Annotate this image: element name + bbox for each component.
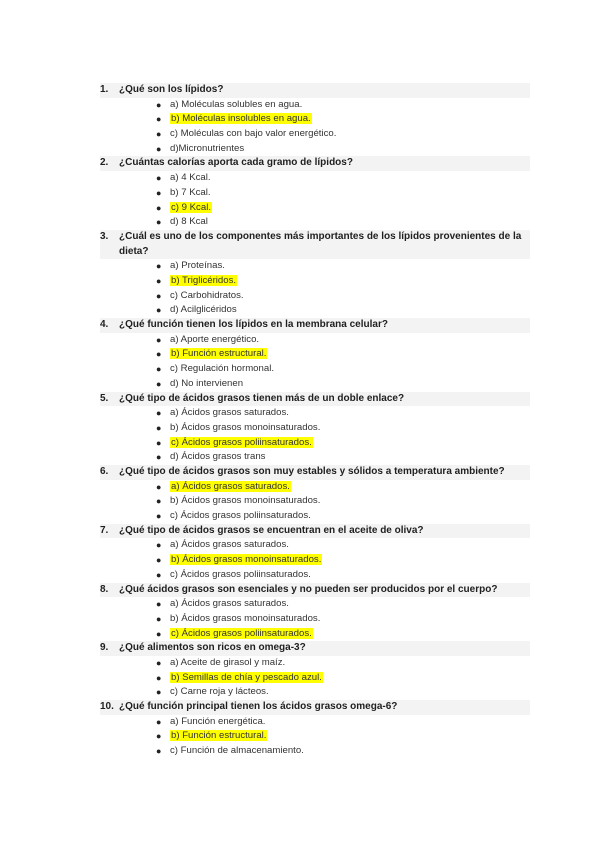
answer-option bbox=[100, 171, 530, 186]
answer-text: c) Moléculas con bajo valor energético. bbox=[170, 128, 337, 140]
question-item bbox=[100, 156, 530, 229]
answer-option bbox=[100, 406, 530, 421]
highlighted-answer-text: b) Ácidos grasos monoinsaturados. bbox=[171, 554, 322, 566]
bullet-icon: ● bbox=[156, 129, 162, 140]
answer-option-correct bbox=[100, 627, 530, 642]
bullet-icon: ● bbox=[156, 746, 162, 757]
question-text: ¿Qué alimentos son ricos en omega-3? bbox=[119, 642, 306, 654]
bullet-icon: ● bbox=[156, 217, 162, 228]
bullet-icon: ● bbox=[156, 511, 162, 522]
answer-option bbox=[100, 362, 530, 377]
question-heading bbox=[100, 583, 530, 598]
bullet-icon: ● bbox=[156, 349, 162, 360]
answer-options bbox=[100, 715, 530, 759]
answer-option bbox=[100, 215, 530, 230]
answer-option bbox=[100, 494, 530, 509]
highlighted-answer-text: b) Triglicéridos. bbox=[171, 275, 237, 286]
bullet-icon: ● bbox=[156, 378, 162, 389]
answer-text: c) Ácidos grasos poliinsaturados. bbox=[170, 510, 311, 522]
question-heading bbox=[100, 465, 530, 480]
answer-text: d)Micronutrientes bbox=[170, 142, 245, 154]
answer-option bbox=[100, 421, 530, 436]
bullet-icon: ● bbox=[156, 716, 162, 727]
answer-text: b) 7 Kcal. bbox=[170, 186, 211, 198]
bullet-icon: ● bbox=[156, 114, 162, 125]
bullet-icon: ● bbox=[156, 672, 162, 683]
answer-text: a) Función energética. bbox=[170, 715, 266, 727]
bullet-icon: ● bbox=[156, 569, 162, 580]
bullet-icon: ● bbox=[156, 657, 162, 668]
question-heading bbox=[100, 392, 530, 407]
answer-option bbox=[100, 333, 530, 348]
answer-option bbox=[100, 289, 530, 304]
question-text: ¿Qué ácidos grasos son esenciales y no pueden ser producidos por el cuerpo? bbox=[119, 583, 498, 595]
question-heading bbox=[100, 700, 530, 715]
bullet-icon: ● bbox=[156, 143, 162, 154]
answer-option-correct bbox=[100, 436, 530, 451]
answer-text: a) Aceite de girasol y maíz. bbox=[170, 656, 286, 668]
question-number: 8. bbox=[100, 583, 109, 595]
answer-option-correct bbox=[100, 274, 530, 289]
bullet-icon: ● bbox=[156, 687, 162, 698]
highlighted-answer-text: a) Ácidos grasos saturados. bbox=[171, 480, 290, 492]
highlighted-answer-text: c) Ácidos grasos poliinsaturados. bbox=[171, 627, 312, 639]
question-item bbox=[100, 83, 530, 156]
answer-text: d) Ácidos grasos trans bbox=[170, 451, 266, 463]
question-number: 9. bbox=[100, 642, 109, 654]
answer-text: b) Ácidos grasos monoinsaturados. bbox=[170, 495, 321, 507]
answer-option-correct bbox=[100, 112, 530, 127]
answer-options bbox=[100, 406, 530, 465]
answer-option bbox=[100, 186, 530, 201]
bullet-icon: ● bbox=[156, 731, 162, 742]
answer-text: c) Regulación hormonal. bbox=[170, 363, 274, 375]
question-heading bbox=[100, 156, 530, 171]
answer-options bbox=[100, 597, 530, 641]
answer-text: b) Ácidos grasos monoinsaturados. bbox=[170, 612, 321, 624]
question-text: ¿Qué función principal tienen los ácidos grasos omega-6? bbox=[119, 701, 398, 713]
question-number: 5. bbox=[100, 392, 109, 404]
answer-text: c) Carne roja y lácteos. bbox=[170, 686, 269, 698]
answer-option-correct bbox=[100, 201, 530, 216]
question-text: ¿Qué tipo de ácidos grasos se encuentran en el aceite de oliva? bbox=[119, 524, 424, 536]
bullet-icon: ● bbox=[156, 540, 162, 551]
answer-text: a) Ácidos grasos saturados. bbox=[170, 407, 289, 419]
bullet-icon: ● bbox=[156, 99, 162, 110]
question-item bbox=[100, 230, 530, 318]
bullet-icon: ● bbox=[156, 305, 162, 316]
question-item bbox=[100, 318, 530, 391]
highlighted-answer-text: b) Función estructural. bbox=[171, 348, 267, 360]
answer-option bbox=[100, 744, 530, 759]
answer-text: a) Ácidos grasos saturados. bbox=[170, 539, 289, 551]
question-heading bbox=[100, 318, 530, 333]
answer-option bbox=[100, 538, 530, 553]
answer-text: a) Aporte energético. bbox=[170, 333, 260, 345]
answer-option-correct bbox=[100, 347, 530, 362]
answer-text: d) No intervienen bbox=[170, 377, 244, 389]
answer-option bbox=[100, 259, 530, 274]
highlighted-answer-text: b) Semillas de chía y pescado azul. bbox=[171, 671, 322, 683]
bullet-icon: ● bbox=[156, 334, 162, 345]
answer-text: a) Ácidos grasos saturados. bbox=[170, 598, 289, 610]
question-heading bbox=[100, 641, 530, 656]
bullet-icon: ● bbox=[156, 496, 162, 507]
question-text: ¿Qué son los lípidos? bbox=[119, 84, 224, 95]
question-number: 1. bbox=[100, 84, 109, 95]
answer-text: c) Función de almacenamiento. bbox=[170, 745, 304, 757]
answer-option bbox=[100, 98, 530, 113]
answer-options bbox=[100, 171, 530, 230]
answer-option bbox=[100, 656, 530, 671]
answer-text: d) Acilglicéridos bbox=[170, 304, 237, 316]
question-number: 10. bbox=[100, 701, 114, 713]
answer-options bbox=[100, 259, 530, 318]
answer-options bbox=[100, 480, 530, 524]
answer-option bbox=[100, 597, 530, 612]
question-text: ¿Cuál es uno de los componentes más importantes de los lípidos provenientes de la dieta? bbox=[119, 230, 522, 257]
answer-options bbox=[100, 656, 530, 700]
bullet-icon: ● bbox=[156, 261, 162, 272]
question-number: 3. bbox=[100, 230, 109, 242]
bullet-icon: ● bbox=[156, 481, 162, 492]
quiz-list bbox=[100, 83, 530, 759]
highlighted-answer-text: c) 9 Kcal. bbox=[171, 201, 211, 213]
bullet-icon: ● bbox=[156, 613, 162, 624]
bullet-icon: ● bbox=[156, 422, 162, 433]
answer-option bbox=[100, 715, 530, 730]
question-item bbox=[100, 641, 530, 700]
answer-option bbox=[100, 685, 530, 700]
bullet-icon: ● bbox=[156, 437, 162, 448]
question-item bbox=[100, 465, 530, 524]
answer-option bbox=[100, 127, 530, 142]
bullet-icon: ● bbox=[156, 628, 162, 639]
bullet-icon: ● bbox=[156, 364, 162, 375]
answer-option bbox=[100, 568, 530, 583]
bullet-icon: ● bbox=[156, 173, 162, 184]
answer-text: a) 4 Kcal. bbox=[170, 172, 211, 184]
answer-text: c) Carbohidratos. bbox=[170, 289, 244, 301]
highlighted-answer-text: b) Moléculas insolubles en agua. bbox=[171, 113, 311, 125]
bullet-icon: ● bbox=[156, 187, 162, 198]
bullet-icon: ● bbox=[156, 555, 162, 566]
question-number: 2. bbox=[100, 157, 109, 169]
answer-option bbox=[100, 509, 530, 524]
answer-text: b) Ácidos grasos monoinsaturados. bbox=[170, 421, 321, 433]
answer-option-correct bbox=[100, 729, 530, 744]
answer-option bbox=[100, 377, 530, 392]
answer-text: d) 8 Kcal bbox=[170, 216, 208, 228]
question-text: ¿Qué tipo de ácidos grasos son muy estables y sólidos a temperatura ambiente? bbox=[119, 465, 505, 477]
bullet-icon: ● bbox=[156, 276, 162, 286]
question-text: ¿Qué función tienen los lípidos en la membrana celular? bbox=[119, 319, 388, 331]
question-item bbox=[100, 700, 530, 759]
question-heading bbox=[100, 83, 530, 98]
question-item bbox=[100, 524, 530, 583]
answer-text: a) Proteínas. bbox=[170, 260, 225, 272]
bullet-icon: ● bbox=[156, 408, 162, 419]
question-number: 4. bbox=[100, 319, 109, 331]
answer-option bbox=[100, 303, 530, 318]
answer-options bbox=[100, 333, 530, 392]
highlighted-answer-text: b) Función estructural. bbox=[171, 730, 267, 742]
question-text: ¿Cuántas calorías aporta cada gramo de lípidos? bbox=[119, 157, 353, 169]
question-text: ¿Qué tipo de ácidos grasos tienen más de un doble enlace? bbox=[119, 392, 405, 404]
answer-text: a) Moléculas solubles en agua. bbox=[170, 98, 303, 110]
question-number: 6. bbox=[100, 465, 109, 477]
answer-option bbox=[100, 450, 530, 465]
question-item bbox=[100, 583, 530, 642]
answer-option-correct bbox=[100, 480, 530, 495]
bullet-icon: ● bbox=[156, 290, 162, 301]
answer-option bbox=[100, 612, 530, 627]
question-heading bbox=[100, 230, 530, 259]
answer-options bbox=[100, 98, 530, 157]
question-heading bbox=[100, 524, 530, 539]
bullet-icon: ● bbox=[156, 452, 162, 463]
question-number: 7. bbox=[100, 524, 109, 536]
highlighted-answer-text: c) Ácidos grasos poliinsaturados. bbox=[171, 436, 312, 448]
answer-option-correct bbox=[100, 671, 530, 686]
answer-option bbox=[100, 142, 530, 157]
bullet-icon: ● bbox=[156, 202, 162, 213]
answer-text: c) Ácidos grasos poliinsaturados. bbox=[170, 568, 311, 580]
answer-options bbox=[100, 538, 530, 582]
bullet-icon: ● bbox=[156, 599, 162, 610]
answer-option-correct bbox=[100, 553, 530, 568]
question-item bbox=[100, 392, 530, 465]
